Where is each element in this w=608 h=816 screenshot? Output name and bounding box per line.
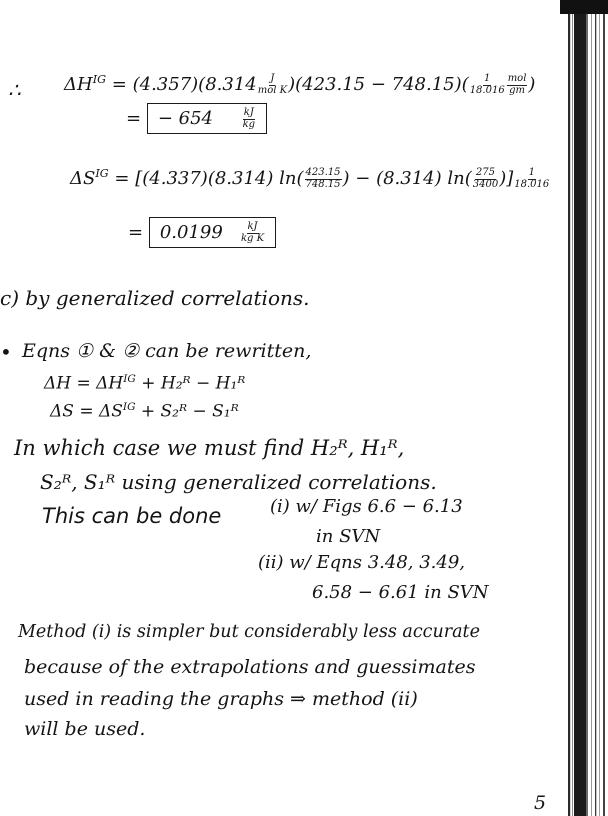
- enthalpy-result-unit: [243, 108, 255, 130]
- delta-h-equation: [44, 374, 245, 393]
- delta-h-lhs: ΔH = ΔH: [44, 373, 124, 394]
- entropy-result-value: 0.0199: [159, 222, 223, 243]
- eqns-intro: Eqns ① & ② can be rewritten,: [22, 340, 312, 362]
- enthalpy-result-unit-numerator: kJ: [243, 107, 254, 118]
- enthalpy-equals: =: [111, 74, 127, 95]
- enthalpy-lhs: ΔH: [64, 74, 93, 95]
- gas-constant-unit: [258, 74, 287, 96]
- entropy-result-unit: [241, 222, 264, 244]
- option-ii: (ii) w/ Eqns 3.48, 3.49,: [258, 552, 466, 573]
- entropy-result-unit-numerator: kJ: [247, 221, 258, 232]
- enthalpy-expression-b: )(423.15 − 748.15)(: [288, 74, 469, 95]
- molar-mass-numerator: 1: [484, 73, 491, 84]
- enthalpy-result-unit-denominator: kg: [242, 118, 256, 130]
- entropy-equals: =: [114, 168, 130, 189]
- enthalpy-lhs-superscript: IG: [92, 73, 107, 86]
- enthalpy-equation: [64, 74, 535, 96]
- option-ii-source: 6.58 − 6.61 in SVN: [312, 582, 489, 603]
- gas-constant-unit-numerator: J: [270, 73, 275, 84]
- entropy-result-line: [128, 222, 276, 244]
- enthalpy-result-line: [126, 108, 267, 130]
- entropy-equation: $\Delta S^{IG} = [(4.337)(8.314)$ ln( $\frac{423.15}{748.15}$ ) − (8.314) ln( $\frac{275}{3400}$ )] $\frac{1}{18.016}$: [70, 167, 550, 190]
- enthalpy-result-box: [147, 103, 267, 134]
- enthalpy-expression-a: (4.357)(8.314: [132, 74, 257, 95]
- delta-h-superscript: IG: [123, 373, 136, 385]
- entropy-expression-c: ]: [506, 168, 514, 189]
- page-number: 5: [534, 792, 547, 814]
- find-line-2: S₂ᴿ, S₁ᴿ using generalized correlations.: [40, 470, 437, 494]
- entropy-pressure-denominator: 3400: [472, 178, 499, 190]
- entropy-result-equals: =: [128, 222, 144, 243]
- delta-s-residuals: + S₂ᴿ − S₁ᴿ: [140, 401, 239, 422]
- entropy-pressure-ratio: [473, 168, 498, 190]
- enthalpy-result-value: − 654: [157, 108, 213, 129]
- entropy-expression-a: [(4.337)(8.314) ln: [135, 168, 297, 189]
- enthalpy-expression-c: ): [528, 74, 536, 95]
- entropy-lhs-superscript: IG: [95, 167, 109, 180]
- binding-edge: [560, 0, 608, 816]
- delta-s-superscript: IG: [122, 401, 136, 413]
- method-line-3: used in reading the graphs ⇒ method (ii): [24, 688, 418, 710]
- option-i-source: in SVN: [316, 526, 381, 547]
- entropy-factor: [514, 168, 549, 190]
- find-line-1: In which case we must find H₂ᴿ, H₁ᴿ,: [14, 436, 405, 460]
- entropy-temperature-numerator: 423.15: [305, 167, 341, 178]
- therefore-symbol: ∴: [8, 78, 21, 102]
- delta-s-equation: [50, 402, 239, 421]
- entropy-temperature-denominator: 748.15: [305, 178, 341, 190]
- molar-mass-fraction: [470, 74, 505, 96]
- entropy-lhs: ΔS: [70, 168, 96, 189]
- enthalpy-result-equals: =: [126, 108, 142, 129]
- delta-h-residuals: + H₂ᴿ − H₁ᴿ: [141, 373, 246, 394]
- entropy-temperature-ratio: [305, 168, 342, 190]
- molar-mass-denominator: 18.016: [469, 84, 505, 96]
- molar-mass-unit-numerator: mol: [507, 73, 527, 84]
- part-c-heading: c) by generalized correlations.: [0, 286, 310, 310]
- delta-s-lhs: ΔS = ΔS: [50, 401, 123, 422]
- method-line-4: will be used.: [24, 718, 146, 740]
- eqns-bullet: •: [0, 340, 12, 364]
- entropy-result-unit-denominator: kg K: [240, 232, 265, 244]
- method-line-2: because of the extrapolations and guessimates: [24, 656, 476, 678]
- option-i: (i) w/ Figs 6.6 − 6.13: [270, 496, 463, 517]
- entropy-result-box: [149, 217, 276, 248]
- entropy-expression-b: − (8.314) ln: [355, 168, 465, 189]
- method-line-1: Method (i) is simpler but considerably less accurate: [18, 622, 480, 642]
- gas-constant-unit-denominator: mol K: [257, 84, 288, 96]
- done-line-1: This can be done: [42, 504, 222, 528]
- molar-mass-unit: [507, 74, 528, 96]
- entropy-factor-denominator: 18.016: [514, 178, 550, 190]
- entropy-factor-numerator: 1: [528, 167, 535, 178]
- molar-mass-unit-denominator: gm: [509, 84, 525, 96]
- entropy-pressure-numerator: 275: [475, 167, 496, 178]
